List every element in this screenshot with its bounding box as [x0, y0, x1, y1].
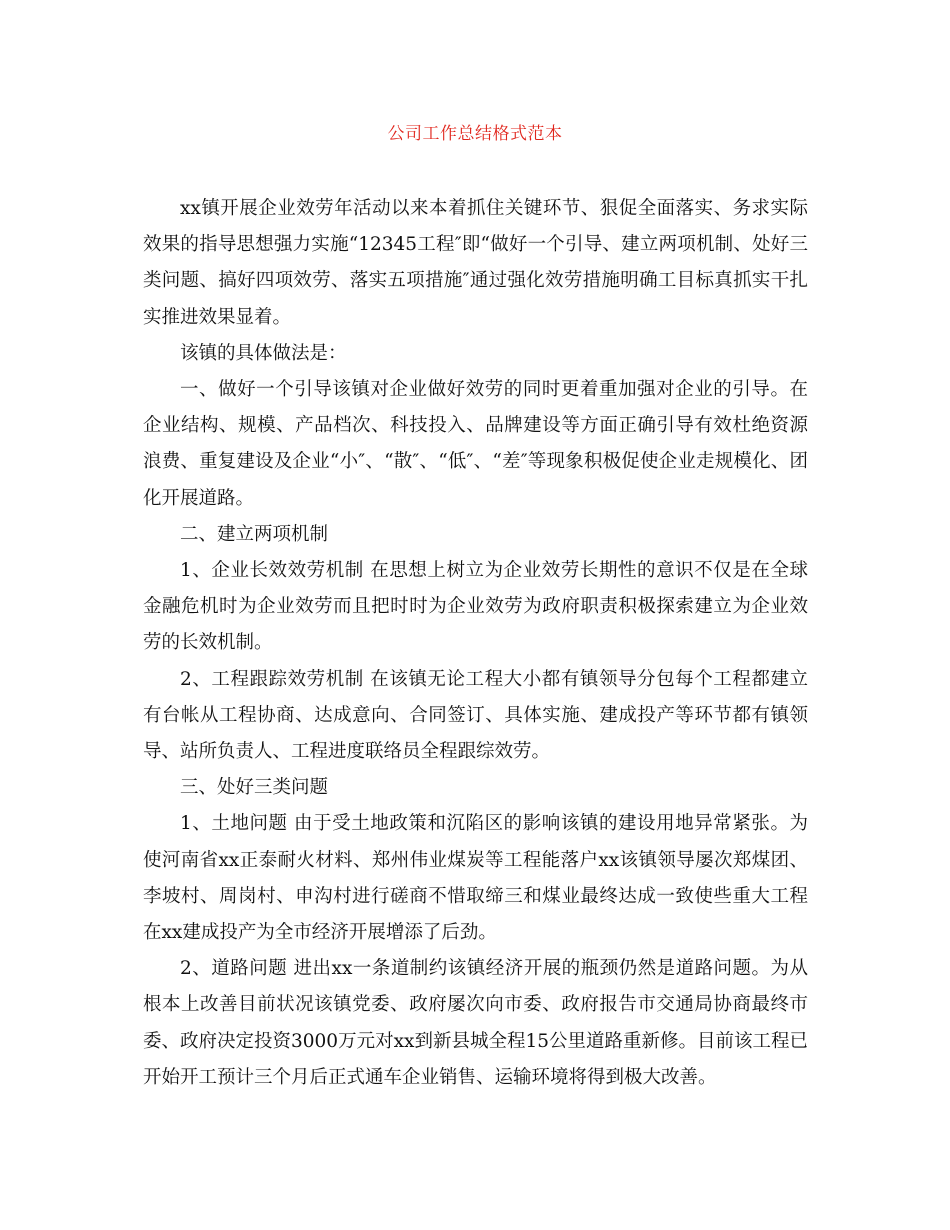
paragraph-land-issue: 1、土地问题 由于受土地政策和沉陷区的影响该镇的建设用地异常紧张。为使河南省xx正泰耐火材料、郑州伟业煤炭等工程能落户xx该镇领导屡次郑煤团、李坡村、周岗村、申沟村进行磋商不惜取缔三和煤业最终达成一致使些重大工程在xx建成投产为全市经济开展增添了后劲。: [143, 813, 808, 944]
paragraph-road-issue: 2、道路问题 进出xx一条道制约该镇经济开展的瓶颈仍然是道路问题。为从根本上改善目前状况该镇党委、政府屡次向市委、政府报告市交通局协商最终市委、政府决定投资3000万元对xx到新县城全程15公里道路重新修。目前该工程已开始开工预计三个月后正式通车企业销售、运输环境将得到极大改善。: [143, 958, 808, 1088]
document-body: [143, 191, 808, 1096]
paragraph-intro: xx镇开展企业效劳年活动以来本着抓住关键环节、狠促全面落实、务求实际效果的指导思想强力实施“12345工程″即“做好一个引导、建立两项机制、处好三类问题、搞好四项效劳、落实五项措施″通过强化效劳措施明确工目标真抓实干扎实推进效果显着。: [143, 198, 808, 328]
heading-section-two: 二、建立两项机制: [180, 523, 329, 545]
paragraph-method-lead: 该镇的具体做法是：: [180, 342, 347, 364]
paragraph-mechanism-two: 2、工程跟踪效劳机制 在该镇无论工程大小都有镇领导分包每个工程都建立有台帐从工程协商、达成意向、合同签订、具体实施、建成投产等环节都有镇领导、站所负责人、工程进度联络员全程跟综效劳。: [143, 668, 808, 763]
document-title: 公司工作总结格式范本: [387, 124, 563, 144]
paragraph-section-one: 一、做好一个引导该镇对企业做好效劳的同时更着重加强对企业的引导。在企业结构、规模、产品档次、科技投入、品牌建设等方面正确引导有效杜绝资源浪费、重复建设及企业“小″、“散″、“低″、“差″等现象积极促使企业走规模化、团化开展道路。: [143, 379, 808, 509]
heading-section-three: 三、处好三类问题: [180, 777, 329, 799]
paragraph-mechanism-one: 1、企业长效效劳机制 在思想上树立为企业效劳长期性的意识不仅是在全球金融危机时为企业效劳而且把时时为企业效劳为政府职责积极探索建立为企业效劳的长效机制。: [143, 560, 808, 654]
